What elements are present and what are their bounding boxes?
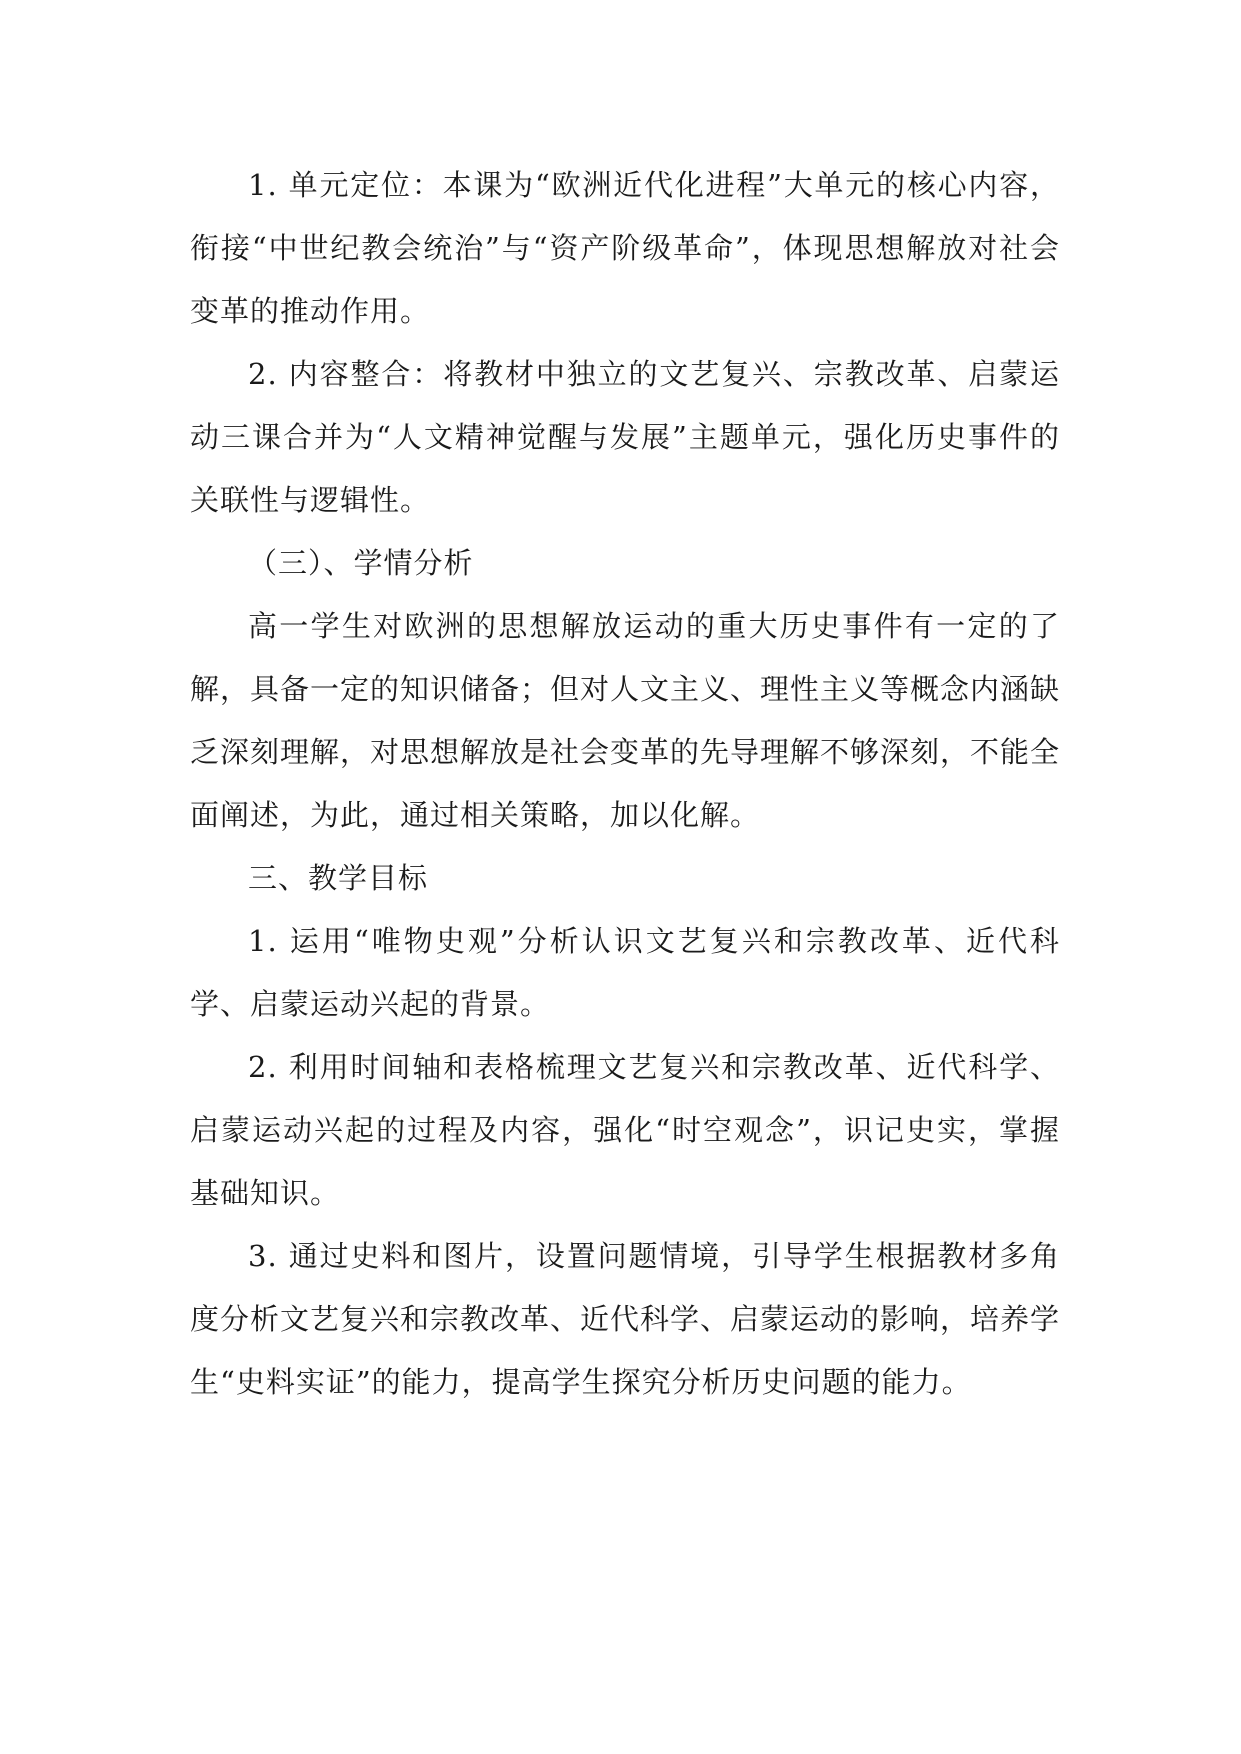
section-heading-teaching-objectives: 三、教学目标 (248, 861, 429, 895)
paragraph-objective-2: 2. 利用时间轴和表格梳理文艺复兴和宗教改革、近代科学、启蒙运动兴起的过程及内容，强化“时空观念”，识记史实，掌握基础知识。 (190, 1050, 1060, 1210)
paragraph-objective-1: 1. 运用“唯物史观”分析认识文艺复兴和宗教改革、近代科学、启蒙运动兴起的背景。 (190, 924, 1060, 1021)
paragraph-unit-positioning: 1. 单元定位：本课为“欧洲近代化进程”大单元的核心内容，衔接“中世纪教会统治”与“资产阶级革命”，体现思想解放对社会变革的推动作用。 (190, 168, 1060, 328)
document-body (190, 154, 1060, 1414)
section-heading-student-analysis: （三）、学情分析 (248, 546, 474, 580)
paragraph-objective-3: 3. 通过史料和图片，设置问题情境，引导学生根据教材多角度分析文艺复兴和宗教改革、近代科学、启蒙运动的影响，培养学生“史料实证”的能力，提高学生探究分析历史问题的能力。 (190, 1239, 1061, 1399)
paragraph-student-analysis: 高一学生对欧洲的思想解放运动的重大历史事件有一定的了解，具备一定的知识储备；但对人文主义、理性主义等概念内涵缺乏深刻理解，对思想解放是社会变革的先导理解不够深刻，不能全面阐述，为此，通过相关策略，加以化解。 (190, 609, 1061, 832)
paragraph-content-integration: 2. 内容整合：将教材中独立的文艺复兴、宗教改革、启蒙运动三课合并为“人文精神觉醒与发展”主题单元，强化历史事件的关联性与逻辑性。 (190, 357, 1060, 517)
